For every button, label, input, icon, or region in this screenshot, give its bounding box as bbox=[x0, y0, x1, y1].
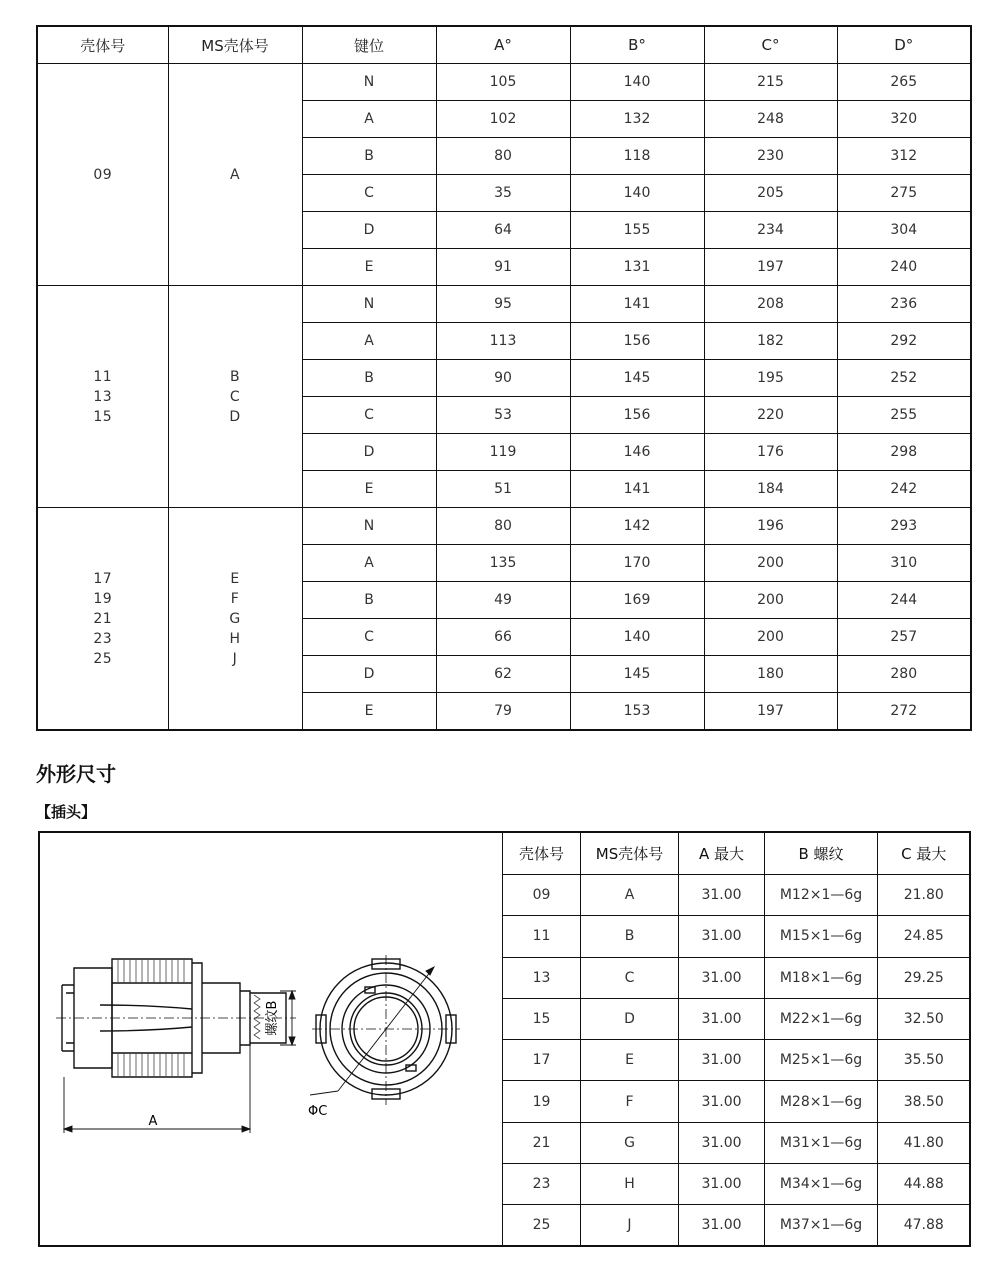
dim-a-max-cell: 31.00 bbox=[679, 1205, 765, 1245]
dim-shell-size-cell: 21 bbox=[503, 1122, 581, 1163]
angle-c-cell: 184 bbox=[704, 471, 837, 508]
ms-shell-size-group bbox=[168, 286, 302, 508]
angle-c-cell: 205 bbox=[704, 175, 837, 212]
section-title: 外形尺寸 bbox=[36, 762, 116, 786]
angle-c-cell: 230 bbox=[704, 138, 837, 175]
dim-c-max-cell: 47.88 bbox=[878, 1205, 970, 1245]
dim-b-thread-cell: M34×1—6g bbox=[765, 1164, 878, 1205]
dimension-a-label: A bbox=[148, 1114, 158, 1129]
key-position-cell: A bbox=[302, 101, 436, 138]
table-row bbox=[503, 998, 970, 1039]
table-row bbox=[503, 1040, 970, 1081]
angle-a-cell: 95 bbox=[436, 286, 570, 323]
shell-size-group bbox=[37, 286, 168, 508]
dim-shell-size-cell: 13 bbox=[503, 957, 581, 998]
angle-c-cell: 248 bbox=[704, 101, 837, 138]
angle-b-cell: 156 bbox=[570, 323, 704, 360]
angle-c-cell: 215 bbox=[704, 64, 837, 101]
angle-c-cell: 220 bbox=[704, 397, 837, 434]
ms-shell-size-value: J bbox=[232, 650, 238, 667]
dim-b-thread-cell: M31×1—6g bbox=[765, 1122, 878, 1163]
shell-size-value: 09 bbox=[93, 166, 113, 183]
shell-size-value: 15 bbox=[93, 408, 113, 425]
dim-header-a-max: A 最大 bbox=[679, 833, 765, 875]
dim-c-max-cell: 29.25 bbox=[878, 957, 970, 998]
dim-a-max-cell: 31.00 bbox=[679, 957, 765, 998]
key-position-cell: B bbox=[302, 138, 436, 175]
dim-b-thread-cell: M18×1—6g bbox=[765, 957, 878, 998]
dim-ms-shell-size-cell: B bbox=[581, 916, 679, 957]
angle-d-cell: 244 bbox=[837, 582, 971, 619]
key-table-header-row bbox=[37, 26, 971, 64]
angle-b-cell: 140 bbox=[570, 175, 704, 212]
table-row bbox=[503, 1122, 970, 1163]
table-row bbox=[503, 1081, 970, 1122]
angle-a-cell: 66 bbox=[436, 619, 570, 656]
key-position-cell: B bbox=[302, 360, 436, 397]
angle-a-cell: 79 bbox=[436, 693, 570, 731]
angle-b-cell: 141 bbox=[570, 471, 704, 508]
ms-shell-size-value: G bbox=[229, 610, 241, 627]
angle-b-cell: 145 bbox=[570, 656, 704, 693]
key-position-cell: B bbox=[302, 582, 436, 619]
angle-b-cell: 146 bbox=[570, 434, 704, 471]
dim-c-max-cell: 24.85 bbox=[878, 916, 970, 957]
dim-ms-shell-size-cell: A bbox=[581, 875, 679, 916]
dim-shell-size-cell: 11 bbox=[503, 916, 581, 957]
dim-shell-size-cell: 23 bbox=[503, 1164, 581, 1205]
dim-ms-shell-size-cell: C bbox=[581, 957, 679, 998]
key-position-cell: N bbox=[302, 286, 436, 323]
angle-a-cell: 64 bbox=[436, 212, 570, 249]
ms-shell-size-value: B bbox=[229, 368, 241, 385]
dim-shell-size-cell: 15 bbox=[503, 998, 581, 1039]
ms-shell-size-value: C bbox=[229, 388, 241, 405]
dim-shell-size-cell: 17 bbox=[503, 1040, 581, 1081]
angle-d-cell: 280 bbox=[837, 656, 971, 693]
angle-b-cell: 170 bbox=[570, 545, 704, 582]
angle-b-cell: 140 bbox=[570, 619, 704, 656]
dim-b-thread-cell: M22×1—6g bbox=[765, 998, 878, 1039]
angle-a-cell: 105 bbox=[436, 64, 570, 101]
angle-d-cell: 304 bbox=[837, 212, 971, 249]
plug-dimension-box bbox=[38, 831, 971, 1247]
dimension-table-header-row bbox=[503, 833, 970, 875]
table-row bbox=[37, 286, 971, 323]
dim-ms-shell-size-cell: D bbox=[581, 998, 679, 1039]
shell-size-value: 23 bbox=[93, 630, 113, 647]
dim-a-max-cell: 31.00 bbox=[679, 1040, 765, 1081]
dimension-table-body bbox=[503, 875, 970, 1246]
table-row bbox=[503, 1164, 970, 1205]
angle-c-cell: 200 bbox=[704, 619, 837, 656]
ms-shell-size-value: A bbox=[229, 166, 241, 183]
key-position-cell: C bbox=[302, 619, 436, 656]
angle-a-cell: 62 bbox=[436, 656, 570, 693]
dim-header-shell-size: 壳体号 bbox=[503, 833, 581, 875]
plug-dimension-table bbox=[502, 833, 970, 1245]
angle-d-cell: 310 bbox=[837, 545, 971, 582]
key-position-cell: E bbox=[302, 693, 436, 731]
key-position-cell: C bbox=[302, 175, 436, 212]
dim-header-b-thread: B 螺纹 bbox=[765, 833, 878, 875]
dim-c-max-cell: 32.50 bbox=[878, 998, 970, 1039]
angle-d-cell: 275 bbox=[837, 175, 971, 212]
table-row bbox=[37, 64, 971, 101]
dim-ms-shell-size-cell: J bbox=[581, 1205, 679, 1245]
dim-shell-size-cell: 25 bbox=[503, 1205, 581, 1245]
angle-d-cell: 236 bbox=[837, 286, 971, 323]
angle-b-cell: 118 bbox=[570, 138, 704, 175]
angle-c-cell: 234 bbox=[704, 212, 837, 249]
dim-b-thread-cell: M12×1—6g bbox=[765, 875, 878, 916]
angle-c-cell: 197 bbox=[704, 249, 837, 286]
angle-a-cell: 35 bbox=[436, 175, 570, 212]
angle-d-cell: 265 bbox=[837, 64, 971, 101]
header-angle-a: A° bbox=[436, 26, 570, 64]
shell-size-value: 11 bbox=[93, 368, 113, 385]
angle-c-cell: 200 bbox=[704, 545, 837, 582]
ms-shell-size-group bbox=[168, 64, 302, 286]
angle-c-cell: 196 bbox=[704, 508, 837, 545]
angle-a-cell: 135 bbox=[436, 545, 570, 582]
dim-shell-size-cell: 19 bbox=[503, 1081, 581, 1122]
dim-c-max-cell: 44.88 bbox=[878, 1164, 970, 1205]
dim-ms-shell-size-cell: F bbox=[581, 1081, 679, 1122]
angle-d-cell: 292 bbox=[837, 323, 971, 360]
table-row bbox=[503, 916, 970, 957]
angle-d-cell: 312 bbox=[837, 138, 971, 175]
angle-b-cell: 155 bbox=[570, 212, 704, 249]
dim-b-thread-cell: M15×1—6g bbox=[765, 916, 878, 957]
key-position-cell: E bbox=[302, 249, 436, 286]
angle-d-cell: 298 bbox=[837, 434, 971, 471]
dim-a-max-cell: 31.00 bbox=[679, 875, 765, 916]
shell-size-value: 25 bbox=[93, 650, 113, 667]
angle-a-cell: 91 bbox=[436, 249, 570, 286]
key-position-cell: C bbox=[302, 397, 436, 434]
key-position-cell: N bbox=[302, 508, 436, 545]
angle-c-cell: 176 bbox=[704, 434, 837, 471]
dim-shell-size-cell: 09 bbox=[503, 875, 581, 916]
angle-b-cell: 156 bbox=[570, 397, 704, 434]
dim-a-max-cell: 31.00 bbox=[679, 1164, 765, 1205]
ms-shell-size-value: D bbox=[229, 408, 241, 425]
ms-shell-size-value: E bbox=[230, 570, 240, 587]
angle-b-cell: 131 bbox=[570, 249, 704, 286]
angle-a-cell: 119 bbox=[436, 434, 570, 471]
key-position-cell: D bbox=[302, 434, 436, 471]
header-key-position: 键位 bbox=[302, 26, 436, 64]
thread-b-label: 螺纹B bbox=[265, 1000, 280, 1036]
dim-header-c-max: C 最大 bbox=[878, 833, 970, 875]
angle-c-cell: 182 bbox=[704, 323, 837, 360]
dim-a-max-cell: 31.00 bbox=[679, 1081, 765, 1122]
ms-shell-size-value: F bbox=[230, 590, 240, 607]
dim-c-max-cell: 41.80 bbox=[878, 1122, 970, 1163]
angle-a-cell: 113 bbox=[436, 323, 570, 360]
key-position-table bbox=[36, 25, 972, 731]
angle-a-cell: 90 bbox=[436, 360, 570, 397]
header-angle-d: D° bbox=[837, 26, 971, 64]
angle-b-cell: 169 bbox=[570, 582, 704, 619]
key-position-cell: D bbox=[302, 212, 436, 249]
dim-c-max-cell: 35.50 bbox=[878, 1040, 970, 1081]
angle-a-cell: 53 bbox=[436, 397, 570, 434]
shell-size-value: 21 bbox=[93, 610, 113, 627]
dim-c-max-cell: 38.50 bbox=[878, 1081, 970, 1122]
header-ms-shell-size: MS壳体号 bbox=[168, 26, 302, 64]
dim-ms-shell-size-cell: H bbox=[581, 1164, 679, 1205]
dim-header-ms-shell-size: MS壳体号 bbox=[581, 833, 679, 875]
header-shell-size: 壳体号 bbox=[37, 26, 168, 64]
key-position-cell: E bbox=[302, 471, 436, 508]
dim-b-thread-cell: M25×1—6g bbox=[765, 1040, 878, 1081]
angle-d-cell: 257 bbox=[837, 619, 971, 656]
angle-d-cell: 240 bbox=[837, 249, 971, 286]
angle-d-cell: 255 bbox=[837, 397, 971, 434]
ms-shell-size-group bbox=[168, 508, 302, 731]
dim-ms-shell-size-cell: G bbox=[581, 1122, 679, 1163]
angle-d-cell: 252 bbox=[837, 360, 971, 397]
angle-d-cell: 320 bbox=[837, 101, 971, 138]
angle-c-cell: 208 bbox=[704, 286, 837, 323]
plug-outline-drawing bbox=[40, 833, 502, 1245]
angle-c-cell: 197 bbox=[704, 693, 837, 731]
shell-size-value: 17 bbox=[93, 570, 113, 587]
angle-a-cell: 49 bbox=[436, 582, 570, 619]
angle-a-cell: 102 bbox=[436, 101, 570, 138]
angle-c-cell: 195 bbox=[704, 360, 837, 397]
dim-a-max-cell: 31.00 bbox=[679, 998, 765, 1039]
table-row bbox=[503, 1205, 970, 1245]
shell-size-group bbox=[37, 64, 168, 286]
angle-a-cell: 80 bbox=[436, 138, 570, 175]
angle-b-cell: 132 bbox=[570, 101, 704, 138]
ms-shell-size-value: H bbox=[229, 630, 241, 647]
angle-d-cell: 272 bbox=[837, 693, 971, 731]
angle-b-cell: 142 bbox=[570, 508, 704, 545]
angle-c-cell: 180 bbox=[704, 656, 837, 693]
shell-size-value: 13 bbox=[93, 388, 113, 405]
table-row bbox=[503, 875, 970, 916]
key-position-cell: D bbox=[302, 656, 436, 693]
angle-d-cell: 242 bbox=[837, 471, 971, 508]
key-position-cell: A bbox=[302, 323, 436, 360]
angle-b-cell: 141 bbox=[570, 286, 704, 323]
angle-c-cell: 200 bbox=[704, 582, 837, 619]
angle-b-cell: 153 bbox=[570, 693, 704, 731]
dim-a-max-cell: 31.00 bbox=[679, 1122, 765, 1163]
key-position-cell: A bbox=[302, 545, 436, 582]
angle-a-cell: 51 bbox=[436, 471, 570, 508]
dim-b-thread-cell: M28×1—6g bbox=[765, 1081, 878, 1122]
angle-a-cell: 80 bbox=[436, 508, 570, 545]
key-position-cell: N bbox=[302, 64, 436, 101]
table-row bbox=[37, 508, 971, 545]
dim-c-max-cell: 21.80 bbox=[878, 875, 970, 916]
angle-b-cell: 140 bbox=[570, 64, 704, 101]
table-row bbox=[503, 957, 970, 998]
shell-size-group bbox=[37, 508, 168, 731]
key-table-body bbox=[37, 64, 971, 731]
dim-b-thread-cell: M37×1—6g bbox=[765, 1205, 878, 1245]
phi-c-label: ΦC bbox=[308, 1104, 328, 1119]
header-angle-b: B° bbox=[570, 26, 704, 64]
angle-d-cell: 293 bbox=[837, 508, 971, 545]
plug-label: 【插头】 bbox=[36, 803, 97, 821]
header-angle-c: C° bbox=[704, 26, 837, 64]
dim-ms-shell-size-cell: E bbox=[581, 1040, 679, 1081]
dim-a-max-cell: 31.00 bbox=[679, 916, 765, 957]
angle-b-cell: 145 bbox=[570, 360, 704, 397]
shell-size-value: 19 bbox=[93, 590, 113, 607]
